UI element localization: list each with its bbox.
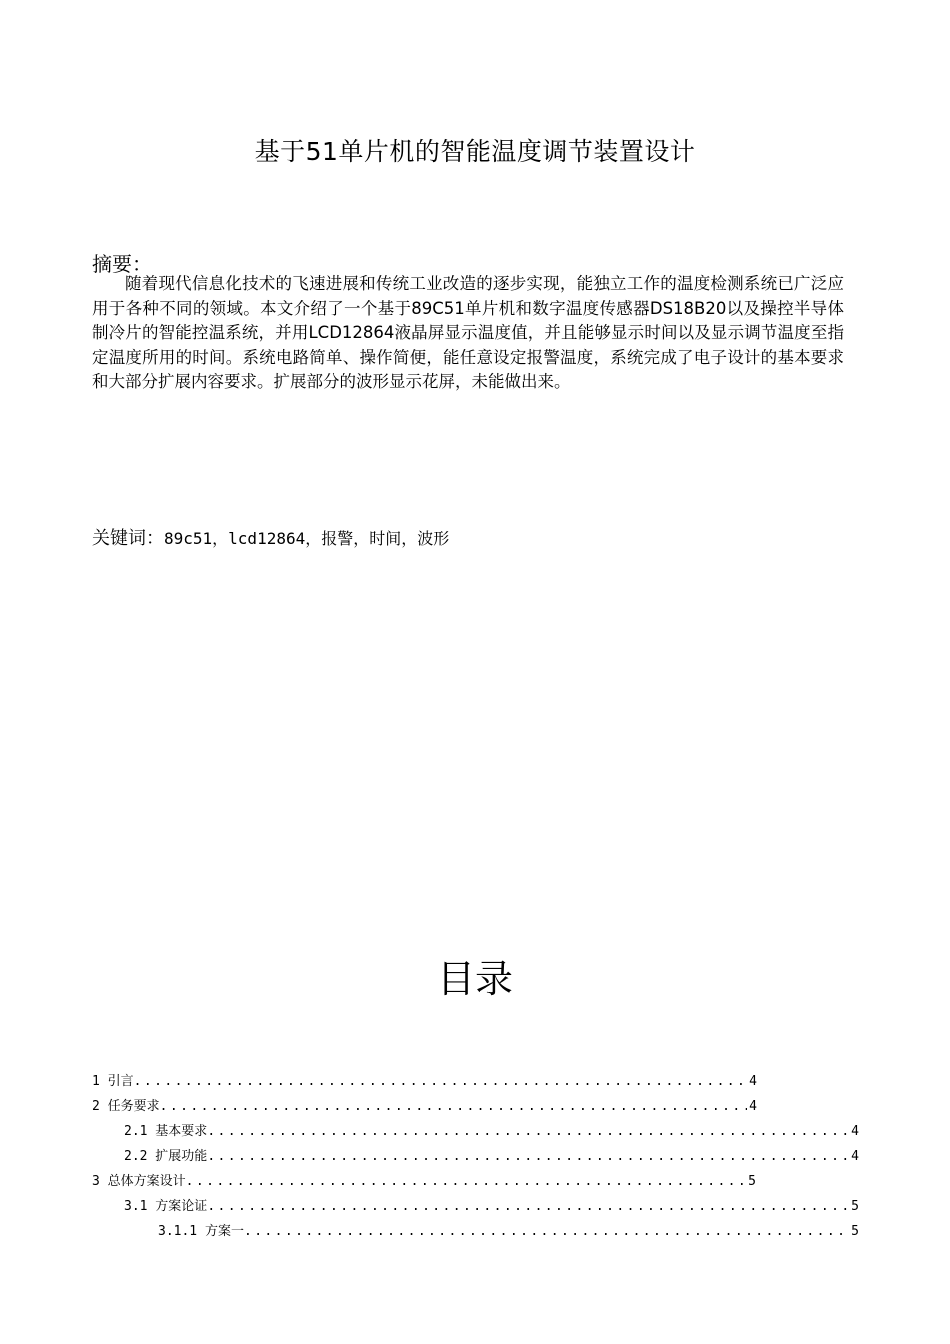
keywords-text: 89c51，lcd12864，报警，时间，波形 (164, 529, 450, 548)
toc-entry-label: 3.1.1 方案一 (158, 1224, 244, 1239)
toc-leader-dots (186, 1172, 747, 1192)
toc-entry-label: 1 引言 (92, 1074, 134, 1089)
toc-entry-label: 3.1 方案论证 (124, 1199, 208, 1214)
toc-title: 目录 (436, 957, 513, 1001)
toc-entry-page: 5 (748, 1174, 756, 1189)
keywords-line (92, 524, 449, 550)
toc-entry-page: 4 (749, 1074, 757, 1089)
toc-entry-page: 4 (749, 1099, 757, 1114)
toc-entry[interactable] (124, 1197, 859, 1217)
abstract-body: 随着现代信息化技术的飞速进展和传统工业改造的逐步实现，能独立工作的温度检测系统已广泛应用于各种不同的领域。本文介绍了一个基于89C51单片机和数字温度传感器DS18B20以及操控半导体制冷片的智能控温系统，并用LCD12864液晶屏显示温度值，并且能够显示时间以及显示调节温度至指定温度所用的时间。系统电路简单、操作简便，能任意设定报警温度，系统完成了电子设计的基本要求和大部分扩展内容要求。扩展部分的波形显示花屏，未能做出来。 (92, 274, 844, 391)
toc-entry-page: 5 (851, 1224, 859, 1239)
toc-leader-dots (207, 1122, 849, 1142)
toc-entry[interactable] (92, 1072, 757, 1092)
toc-entry-label: 2.1 基本要求 (124, 1124, 208, 1139)
abstract-heading: 摘要： (92, 252, 152, 276)
toc-entry-page: 4 (851, 1149, 859, 1164)
toc-entry-label: 2.2 扩展功能 (124, 1149, 208, 1164)
toc-leader-dots (244, 1222, 849, 1242)
document-title: 基于51单片机的智能温度调节装置设计 (254, 137, 696, 166)
toc-leader-dots (160, 1097, 748, 1117)
toc-entry[interactable] (92, 1172, 756, 1192)
toc-leader-dots (134, 1072, 748, 1092)
toc-entry-page: 4 (851, 1124, 859, 1139)
toc-entry-label: 2 任务要求 (92, 1099, 160, 1114)
toc-leader-dots (207, 1197, 849, 1217)
toc-leader-dots (207, 1147, 849, 1167)
toc-entry[interactable] (92, 1097, 757, 1117)
toc-entry-label: 3 总体方案设计 (92, 1174, 186, 1189)
toc-entry-page: 5 (851, 1199, 859, 1214)
toc-entry[interactable] (124, 1122, 859, 1142)
toc-entry[interactable] (158, 1222, 859, 1242)
keywords-label: 关键词： (92, 528, 164, 549)
toc-entry[interactable] (124, 1147, 859, 1167)
